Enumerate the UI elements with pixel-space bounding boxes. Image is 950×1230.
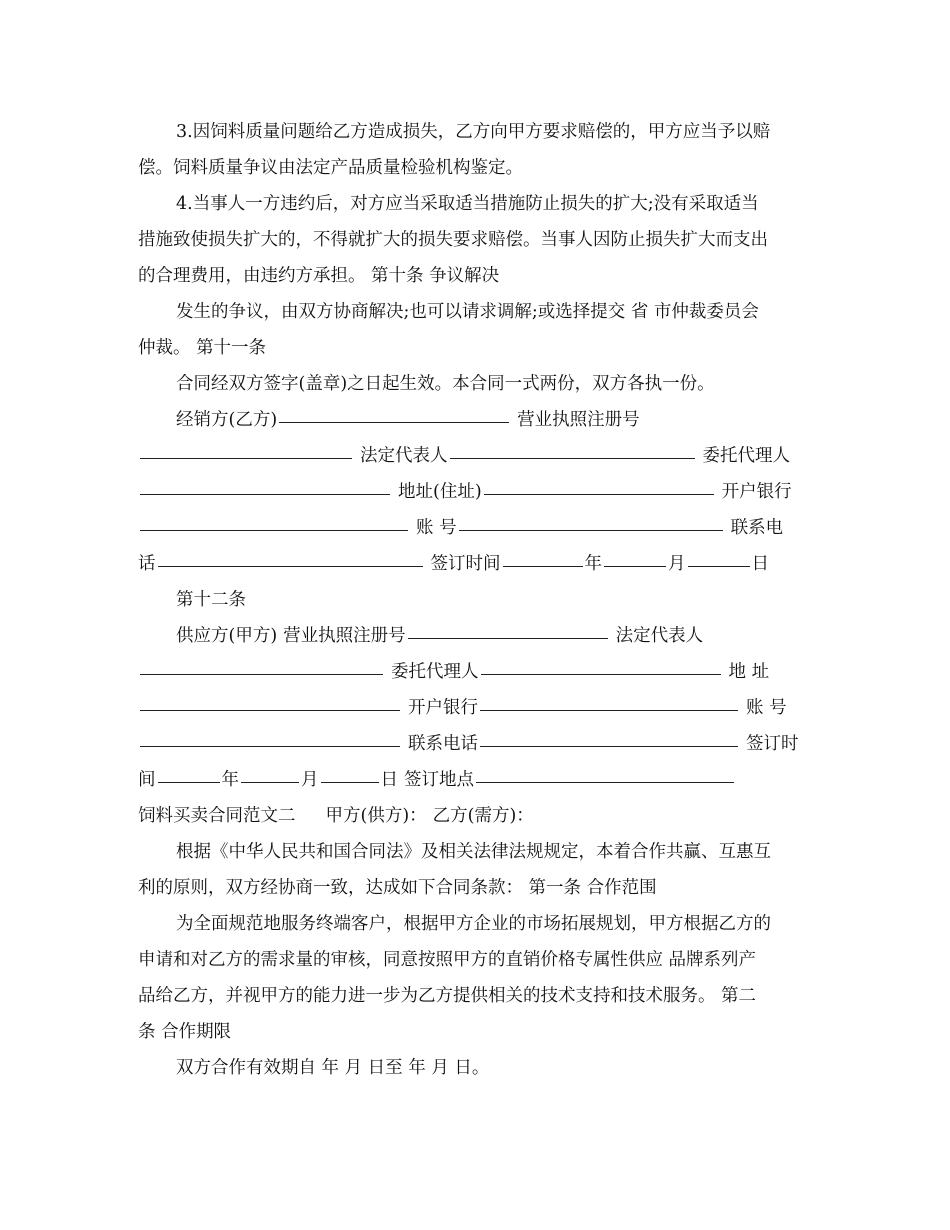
paragraph-breach: 4.当事人一方违约后，对方应当采取适当措施防止损失的扩大;没有采取适当 措施致使损失扩大的，不得就扩大的损失要求赔偿。当事人因防止损失扩大而支出 的合理费用，由违约方承担。 第十条 争议解决 <box>138 194 768 286</box>
dealer-legal-rep-blank <box>450 457 695 459</box>
supplier-year-blank <box>158 781 220 783</box>
dealer-sign-time-label: 签订时间 <box>430 554 501 574</box>
supplier-bank-blank <box>480 709 738 711</box>
paragraph-legal-basis: 根据《中华人民共和国合同法》及相关法律法规规定，本着合作共赢、互惠互 利的原则，双方经协商一致，达成如下合同条款： 第一条 合作范围 <box>138 842 771 898</box>
party-b-label: 乙方(需方)： <box>432 806 534 826</box>
sample2-title: 饲料买卖合同范文二 <box>138 806 296 826</box>
supplier-row-1 <box>138 618 812 654</box>
paragraph-term: 双方合作有效期自 年 月 日至 年 月 日。 <box>176 1058 490 1078</box>
supplier-row-4 <box>138 726 812 762</box>
dealer-account-label: 账 号 <box>416 518 457 538</box>
supplier-bank-label: 开户银行 <box>408 698 478 718</box>
supplier-address-label: 地 址 <box>728 662 770 682</box>
supplier-row-5: 间 年 月 日 签订地点 <box>138 762 812 798</box>
supplier-legal-rep-blank <box>140 673 383 675</box>
party-a-label: 甲方(供方)： <box>325 806 427 826</box>
article-12-heading: 第十二条 <box>176 590 246 610</box>
supplier-legal-rep-label: 法定代表人 <box>615 626 704 646</box>
dealer-agent-label: 委托代理人 <box>702 446 790 466</box>
dealer-row-4 <box>138 510 812 546</box>
dealer-row-2 <box>138 438 812 474</box>
dealer-account-blank <box>459 529 723 531</box>
supplier-reg-no-blank <box>408 637 608 639</box>
dealer-phone-blank <box>158 565 423 567</box>
supplier-sign-time-label: 签订时 <box>746 734 799 754</box>
supplier-row-3 <box>138 690 812 726</box>
dealer-agent-blank <box>140 493 390 495</box>
dealer-reg-no-blank <box>140 457 352 459</box>
dealer-reg-no-label: 营业执照注册号 <box>517 410 640 430</box>
supplier-agent-label: 委托代理人 <box>391 662 479 682</box>
supplier-address-blank <box>140 709 400 711</box>
paragraph-effective: 合同经双方签字(盖章)之日起生效。本合同一式两份，双方各执一份。 <box>176 374 715 394</box>
dealer-row-3 <box>138 474 812 510</box>
supplier-phone-blank <box>480 745 738 747</box>
dealer-label: 经销方(乙方) <box>176 410 278 430</box>
dealer-bank-blank <box>140 529 408 531</box>
supplier-sign-place-label: 签订地点 <box>404 770 474 790</box>
supplier-month-blank <box>241 781 299 783</box>
dealer-address-blank <box>484 493 714 495</box>
supplier-row-2 <box>138 654 812 690</box>
dealer-address-label: 地址(住址) <box>398 482 482 502</box>
supplier-account-label: 账 号 <box>746 698 787 718</box>
supplier-sign-place-blank <box>476 781 734 783</box>
supplier-reg-no-label: 营业执照注册号 <box>283 626 406 646</box>
document-body <box>138 114 812 1086</box>
paragraph-quality-loss: 3.因饲料质量问题给乙方造成损失，乙方向甲方要求赔偿的，甲方应当予以赔 偿。饲料质量争议由法定产品质量检验机构鉴定。 <box>138 122 771 178</box>
paragraph-dispute: 发生的争议，由双方协商解决;也可以请求调解;或选择提交 省 市仲裁委员会 仲裁。 第十一条 <box>138 302 759 358</box>
sample2-heading-row <box>138 798 812 834</box>
supplier-agent-blank <box>481 673 721 675</box>
dealer-bank-label: 开户银行 <box>721 482 792 502</box>
dealer-name-blank <box>279 421 509 423</box>
dealer-phone-label: 联系电 <box>730 518 784 538</box>
supplier-account-blank <box>140 745 400 747</box>
dealer-day-blank <box>688 565 750 567</box>
dealer-year-blank <box>503 565 583 567</box>
dealer-legal-rep-label: 法定代表人 <box>360 446 448 466</box>
dealer-row-1 <box>138 402 812 438</box>
supplier-label: 供应方(甲方) <box>176 626 278 646</box>
paragraph-scope: 为全面规范地服务终端客户，根据甲方企业的市场拓展规划，甲方根据乙方的 申请和对乙方的需求量的审核，同意按照甲方的直销价格专属性供应 品牌系列产 品给乙方，并视甲方的能力进一步为乙方提供相关的技术支持和技术服务。 第二 条 合作期限 <box>138 914 771 1042</box>
dealer-month-blank <box>604 565 666 567</box>
dealer-row-5: 话 签订时间 年 月 日 <box>138 546 812 582</box>
supplier-day-blank <box>321 781 379 783</box>
supplier-phone-label: 联系电话 <box>408 734 478 754</box>
